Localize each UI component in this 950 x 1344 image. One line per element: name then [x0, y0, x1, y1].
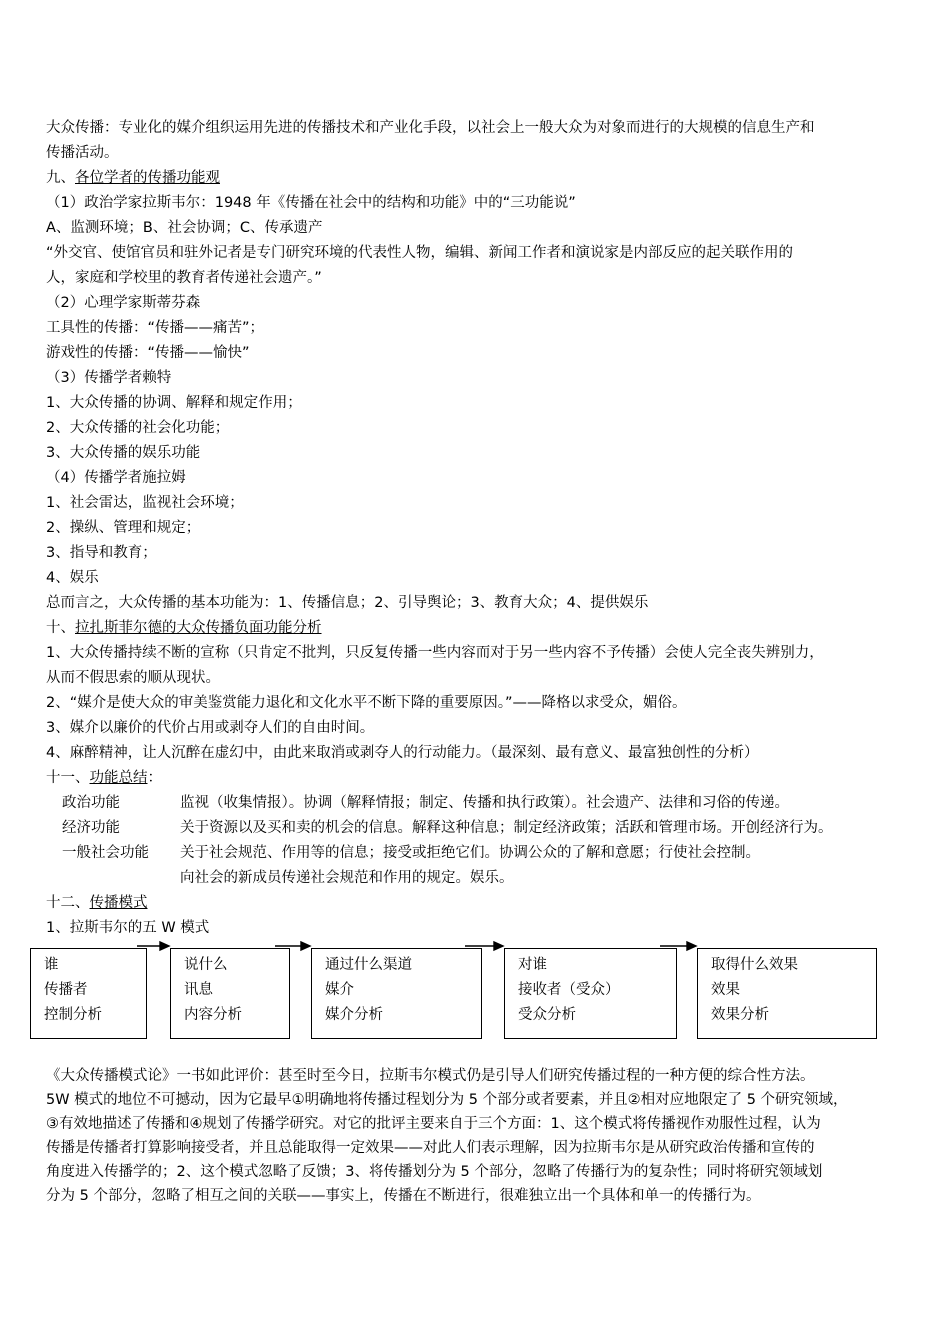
section-number: 九、: [46, 170, 75, 186]
box-label: 受众分析: [518, 1007, 576, 1023]
section-number: 十二、: [46, 895, 90, 911]
box-label: 对谁: [518, 957, 547, 973]
list-item: 1、大众传播持续不断的宣称（只肯定不批判，只反复传播一些内容而对于另一些内容不予传播）会使人完全丧失辨别力，: [46, 645, 824, 661]
function-text: 关于资源以及买和卖的机会的信息。解释这种信息；制定经济政策；活跃和管理市场。开创经济行为。: [180, 820, 833, 836]
function-label: 政治功能: [62, 795, 120, 811]
list-item: 3、大众传播的娱乐功能: [46, 445, 201, 461]
summary: 总而言之，大众传播的基本功能为：1、传播信息；2、引导舆论；3、教育大众；4、提供娱乐: [46, 595, 649, 611]
quote-line: “外交官、使馆官员和驻外记者是专门研究环境的代表性人物，编辑、新闻工作者和演说家是内部反应的起关联作用的: [46, 245, 794, 261]
section-title: 拉扎斯菲尔德的大众传播负面功能分析: [75, 620, 322, 636]
colon: ：: [147, 770, 162, 786]
paragraph: （1）政治学家拉斯韦尔：1948 年《传播在社会中的结构和功能》中的“三功能说”: [46, 195, 576, 211]
subheading: 1、拉斯韦尔的五 W 模式: [46, 920, 210, 936]
box-label: 传播者: [44, 982, 88, 998]
box-label: 讯息: [184, 982, 213, 998]
box-label: 取得什么效果: [711, 957, 798, 973]
list-item: 从而不假思索的顺从现状。: [46, 670, 220, 686]
paragraph: A、监测环境；B、社会协调；C、传承遗产: [46, 220, 323, 236]
box-label: 接收者（受众）: [518, 982, 620, 998]
arrow-head: [160, 942, 169, 950]
evaluation-line: 5W 模式的地位不可撼动，因为它最早①明确地将传播过程划分为 5 个部分或者要素，并且②相对应地限定了 5 个研究领域，: [46, 1092, 848, 1108]
box-label: 效果: [711, 982, 740, 998]
function-text: 关于社会规范、作用等的信息；接受或拒绝它们。协调公众的了解和意愿；行使社会控制。: [180, 845, 760, 861]
arrow-head: [494, 942, 503, 950]
list-item: 3、指导和教育；: [46, 545, 157, 561]
box-label: 通过什么渠道: [325, 957, 412, 973]
evaluation-line: 传播是传播者打算影响接受者，并且总能取得一定效果——对此人们表示理解，因为拉斯韦尔是从研究政治传播和宣传的: [46, 1140, 815, 1156]
evaluation-line: 角度进入传播学的；2、这个模式忽略了反馈；3、将传播划分为 5 个部分，忽略了传播行为的复杂性；同时将研究领域划: [46, 1164, 823, 1180]
list-item: 4、麻醉精神，让人沉醉在虚幻中，由此来取消或剥夺人的行动能力。（最深刻、最有意义、最富独创性的分析）: [46, 745, 759, 761]
list-item: 1、大众传播的协调、解释和规定作用；: [46, 395, 302, 411]
function-label: 经济功能: [62, 820, 120, 836]
section-title: 各位学者的传播功能观: [75, 170, 220, 186]
section-title: 传播模式: [89, 895, 148, 911]
function-text: 监视（收集情报）。协调（解释情报；制定、传播和执行政策）。社会遗产、法律和习俗的传递。: [180, 795, 789, 811]
evaluation-line: 《大众传播模式论》一书如此评价：甚至时至今日，拉斯韦尔模式仍是引导人们研究传播过程的一种方便的综合性方法。: [46, 1068, 815, 1084]
intro-line: 传播活动。: [46, 145, 119, 161]
function-text: 向社会的新成员传递社会规范和作用的规定。娱乐。: [180, 870, 514, 886]
box-label: 控制分析: [44, 1007, 102, 1023]
paragraph: （2）心理学家斯蒂芬森: [46, 295, 201, 311]
list-item: 2、“媒介是使大众的审美鉴赏能力退化和文化水平不断下降的重要原因。”——降格以求受众，媚俗。: [46, 695, 687, 711]
list-item: 2、大众传播的社会化功能；: [46, 420, 230, 436]
evaluation-line: ③有效地描述了传播和④规划了传播学研究。对它的批评主要来自于三个方面：1、这个模式将传播视作劝服性过程，认为: [46, 1116, 821, 1132]
list-item: 2、操纵、管理和规定；: [46, 520, 201, 536]
arrow-head: [301, 942, 310, 950]
box-label: 媒介: [325, 982, 354, 998]
section-title: 功能总结: [89, 770, 148, 786]
paragraph: （3）传播学者赖特: [46, 370, 172, 386]
paragraph: 工具性的传播：“传播——痛苦”；: [46, 320, 265, 336]
evaluation-line: 分为 5 个部分，忽略了相互之间的关联——事实上，传播在不断进行，很难独立出一个具体和单一的传播行为。: [46, 1188, 761, 1204]
intro-line: 大众传播：专业化的媒介组织运用先进的传播技术和产业化手段，以社会上一般大众为对象而进行的大规模的信息生产和: [46, 120, 815, 136]
function-label: 一般社会功能: [62, 845, 149, 861]
box-label: 内容分析: [184, 1007, 242, 1023]
box-label: 谁: [44, 957, 59, 973]
section-number: 十、: [46, 620, 75, 636]
list-item: 1、社会雷达，监视社会环境；: [46, 495, 244, 511]
paragraph: 游戏性的传播：“传播——愉快”: [46, 345, 250, 361]
list-item: 4、娱乐: [46, 570, 99, 586]
arrow-head: [687, 942, 696, 950]
section-number: 十一、: [46, 770, 90, 786]
list-item: 3、媒介以廉价的代价占用或剥夺人们的自由时间。: [46, 720, 375, 736]
paragraph: （4）传播学者施拉姆: [46, 470, 186, 486]
box-label: 说什么: [184, 957, 228, 973]
box-label: 媒介分析: [325, 1007, 383, 1023]
quote-line: 人，家庭和学校里的教育者传递社会遗产。”: [46, 270, 322, 286]
box-label: 效果分析: [711, 1007, 769, 1023]
